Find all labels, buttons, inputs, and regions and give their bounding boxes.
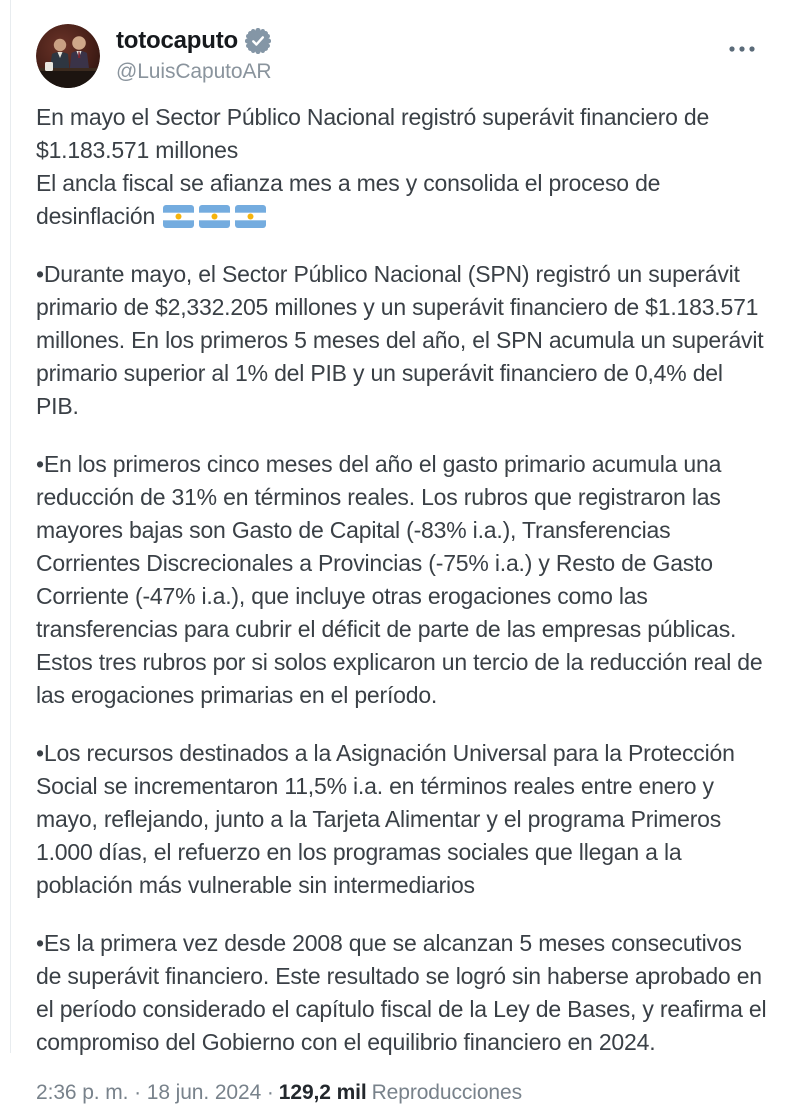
tweet-paragraph: •Durante mayo, el Sector Público Nacional (SPN) registró un superávit primario de $2,332.205 millones y un superávit financiero de $1.183.571 millones. En los primeros 5 meses del año, el SPN acumula un superávit primario superior al 1% del PIB y un superávit financiero de 0,4% del PIB.: [36, 261, 764, 419]
tweet-text: [36, 101, 768, 1059]
flag-emoji-row: [155, 203, 266, 229]
avatar-photo: [36, 24, 100, 88]
tweet-footer: [36, 1081, 766, 1105]
display-name[interactable]: totocaputo: [116, 27, 238, 54]
tweet-line: El ancla fiscal se afianza mes a mes y consolida el proceso de desinflación: [36, 170, 661, 229]
tweet-paragraph: •Los recursos destinados a la Asignación Universal para la Protección Social se incrementaron 11,5% i.a. en términos reales entre enero y mayo, reflejando, junto a la Tarjeta Alimentar y el programa Primeros 1.000 días, el refuerzo en los programas sociales que llegan a la población más vulnerable sin intermediarios: [36, 740, 735, 898]
tweet-paragraph: •Es la primera vez desde 2008 que se alcanzan 5 meses consecutivos de superávit financiero. Este resultado se logró sin haberse aprobado en el período considerado el capítulo fiscal de la Ley de Bases, y reafirma el compromiso del Gobierno con el equilibrio financiero en 2024.: [36, 930, 767, 1055]
views-label: Reproducciones: [371, 1081, 522, 1104]
name-block: [116, 24, 271, 84]
tweet-line: En mayo el Sector Público Nacional registró superávit financiero de $1.183.571 millones: [36, 104, 710, 163]
avatar[interactable]: [36, 24, 100, 88]
three-dots-icon: [728, 45, 756, 53]
argentina-flag-icon: [199, 205, 230, 228]
more-options-button[interactable]: [722, 34, 762, 64]
argentina-flag-icon: [163, 205, 194, 228]
tweet-paragraph: •En los primeros cinco meses del año el gasto primario acumula una reducción de 31% en términos reales. Los rubros que registraron las mayores bajas son Gasto de Capital (-83% i.a.), Transferencias Corrientes Discrecionales a Provincias (-75% i.a.) y Resto de Gasto Corriente (-47% i.a.), que incluye otras erogaciones como las transferencias para cubrir el déficit de parte de las empresas públicas. Estos tres rubros por si solos explicaron un tercio de la reducción real de las erogaciones primarias en el período.: [36, 451, 763, 708]
verified-badge-icon: [245, 28, 271, 54]
tweet-paragraph: [36, 101, 768, 233]
timestamp[interactable]: 2:36 p. m. · 18 jun. 2024 ·: [36, 1081, 274, 1104]
tweet-header: [36, 24, 766, 88]
handle[interactable]: @LuisCaputoAR: [116, 60, 272, 83]
argentina-flag-icon: [235, 205, 266, 228]
views-count: 129,2 mil: [278, 1081, 367, 1104]
